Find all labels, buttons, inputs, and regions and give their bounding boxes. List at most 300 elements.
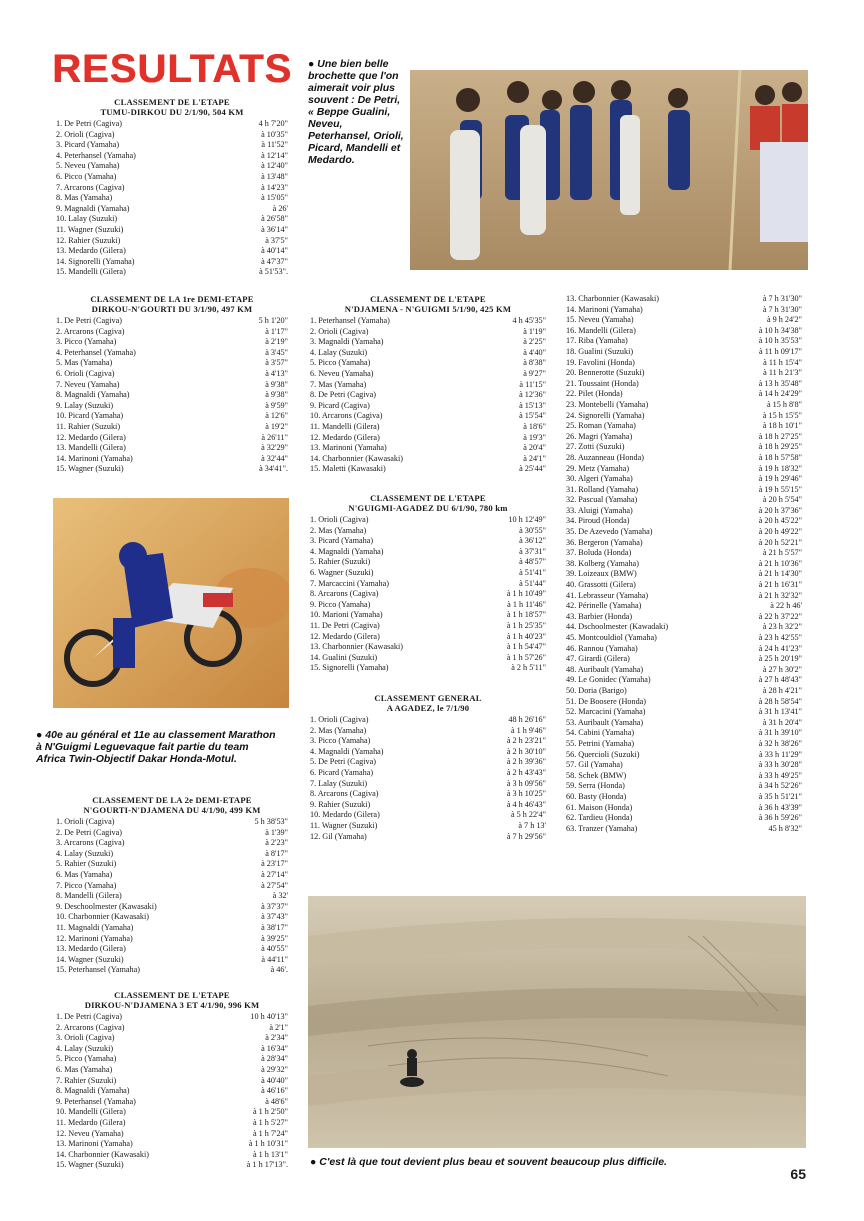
result-row xyxy=(310,515,546,526)
rider-name: 1. De Petri (Cagiva) xyxy=(56,119,122,128)
section-title-line: CLASSEMENT DE L'ETAPE xyxy=(370,493,486,503)
rider-time: à 11 h 21'3" xyxy=(763,368,802,378)
rider-name: 10. Lalay (Suzuki) xyxy=(56,214,118,224)
rider-time: à 44'11" xyxy=(261,954,288,964)
rider-name: 14. Signorelli (Yamaha) xyxy=(56,256,135,266)
rider-time: à 32' xyxy=(272,891,288,901)
result-row xyxy=(56,316,288,327)
rider-name: 2. Orioli (Cagiva) xyxy=(310,326,369,336)
result-row xyxy=(566,728,802,739)
rider-time: à 35 h 51'21" xyxy=(758,791,802,801)
rider-name: 2. Mas (Yamaha) xyxy=(310,525,367,535)
result-row xyxy=(56,1150,288,1161)
section-title-line: A AGADEZ, le 7/1/90 xyxy=(386,703,470,713)
result-row xyxy=(566,442,802,453)
rider-name: 42. Périnelle (Yamaha) xyxy=(566,601,642,611)
result-row xyxy=(566,569,802,580)
rider-time: à 1 h 13'1" xyxy=(252,1149,288,1159)
rider-time: à 1 h 54'47" xyxy=(506,642,546,652)
rider-time: à 5 h 22'4" xyxy=(510,810,546,820)
rider-name: 26. Magri (Yamaha) xyxy=(566,431,633,441)
rider-time: à 15'13" xyxy=(519,400,546,410)
rider-name: 47. Girardi (Gilera) xyxy=(566,654,630,664)
section-title-line: CLASSEMENT DE L'ETAPE xyxy=(370,294,486,304)
rider-time: à 48'6" xyxy=(265,1096,288,1106)
rider-time: à 23 h 32'2" xyxy=(762,622,802,632)
result-row xyxy=(56,1107,288,1118)
rider-name: 12. Neveu (Yamaha) xyxy=(56,1128,124,1138)
rider-time: à 14'23" xyxy=(261,182,288,192)
result-row xyxy=(566,771,802,782)
rider-name: 1. Orioli (Cagiva) xyxy=(56,817,115,826)
rider-time: à 14 h 24'29" xyxy=(758,389,802,399)
rider-time: à 2 h 39'36" xyxy=(506,757,546,767)
stage-results-nguigmi-agadez xyxy=(310,493,546,674)
rider-time: à 2 h 23'21" xyxy=(506,736,546,746)
rider-time: à 23'17" xyxy=(261,859,288,869)
result-row xyxy=(56,1033,288,1044)
rider-name: 28. Auzanneau (Honda) xyxy=(566,452,644,462)
rider-name: 13. Mandelli (Gilera) xyxy=(56,443,126,453)
rider-time: à 1 h 5'27" xyxy=(252,1117,288,1127)
rider-time: à 21 h 5'57" xyxy=(762,548,802,558)
rider-name: 54. Cabini (Yamaha) xyxy=(566,728,635,738)
result-row xyxy=(566,368,802,379)
result-row xyxy=(56,1097,288,1108)
rider-time: à 1 h 25'35" xyxy=(506,620,546,630)
rider-time: 4 h 45'35" xyxy=(512,316,546,325)
rider-time: à 20 h 5'54" xyxy=(762,495,802,505)
rider-time: à 1 h 18'57" xyxy=(506,610,546,620)
result-row xyxy=(310,390,546,401)
rider-name: 22. Pilet (Honda) xyxy=(566,389,623,399)
result-row xyxy=(56,411,288,422)
result-row xyxy=(566,474,802,485)
rider-name: 11. Rahier (Suzuki) xyxy=(56,421,121,431)
rider-name: 9. Rahier (Suzuki) xyxy=(310,799,371,809)
rider-name: 1. Orioli (Cagiva) xyxy=(310,515,369,524)
rider-time: à 31 h 13'41" xyxy=(758,707,802,717)
rider-time: à 28 h 4'21" xyxy=(762,685,802,695)
result-row xyxy=(56,183,288,194)
result-row xyxy=(56,1118,288,1129)
rider-name: 2. Mas (Yamaha) xyxy=(310,725,367,735)
rider-time: à 33 h 49'25" xyxy=(758,770,802,780)
result-row xyxy=(310,715,546,726)
result-row xyxy=(566,326,802,337)
result-row xyxy=(310,557,546,568)
rider-name: 14. Charbonnier (Kawasaki) xyxy=(56,1149,149,1159)
section-title-line: TUMU-DIRKOU DU 2/1/90, 504 KM xyxy=(100,107,244,117)
rider-time: à 19 h 29'46" xyxy=(758,474,802,484)
results-list xyxy=(310,316,546,475)
rider-time: à 15'54" xyxy=(519,411,546,421)
rider-time: à 27'54" xyxy=(261,880,288,890)
result-row xyxy=(56,934,288,945)
section-title-line: DIRKOU-N'DJAMENA 3 ET 4/1/90, 996 KM xyxy=(84,1000,260,1010)
rider-time: à 1'39" xyxy=(265,827,288,837)
result-row xyxy=(56,902,288,913)
result-row xyxy=(56,151,288,162)
result-row xyxy=(56,433,288,444)
result-row xyxy=(56,119,288,130)
rider-name: 4. Magnaldi (Yamaha) xyxy=(310,546,384,556)
rider-time: à 15 h 8'8" xyxy=(766,399,802,409)
rider-time: à 32 h 38'26" xyxy=(758,738,802,748)
rider-time: à 12'6" xyxy=(265,411,288,421)
rider-time: à 7 h 13' xyxy=(518,820,546,830)
result-row xyxy=(56,1086,288,1097)
rider-name: 13. Marinoni (Yamaha) xyxy=(56,1139,133,1149)
result-row xyxy=(566,580,802,591)
result-row xyxy=(310,600,546,611)
result-row xyxy=(56,828,288,839)
rider-time: à 2 h 43'43" xyxy=(506,767,546,777)
result-row xyxy=(56,849,288,860)
result-row xyxy=(566,686,802,697)
rider-time: à 22 h 37'22" xyxy=(758,611,802,621)
rider-name: 15. Peterhansel (Yamaha) xyxy=(56,965,140,975)
rider-name: 1. De Petri (Cagiva) xyxy=(56,1012,122,1021)
result-row xyxy=(566,675,802,686)
page-title: RESULTATS xyxy=(52,47,293,91)
result-row xyxy=(56,225,288,236)
rider-time: à 22 h 46' xyxy=(770,601,802,611)
result-row xyxy=(56,1129,288,1140)
rider-name: 8. Magnaldi (Yamaha) xyxy=(56,1086,130,1096)
result-row xyxy=(566,548,802,559)
rider-time: à 10'35" xyxy=(261,129,288,139)
result-row xyxy=(56,1044,288,1055)
result-row xyxy=(310,433,546,444)
result-row xyxy=(566,538,802,549)
result-row xyxy=(310,411,546,422)
result-row xyxy=(56,1160,288,1171)
rider-time: à 21 h 14'30" xyxy=(758,569,802,579)
stage-results-dirkou-ndjamena xyxy=(56,990,288,1171)
rider-time: à 20 h 49'22" xyxy=(758,527,802,537)
result-row xyxy=(310,589,546,600)
rider-time: à 19'3" xyxy=(523,432,546,442)
rider-time: à 11'52" xyxy=(261,140,288,150)
result-row xyxy=(56,1054,288,1065)
rider-time: à 27 h 30'2" xyxy=(762,664,802,674)
result-row xyxy=(56,1139,288,1150)
rider-name: 3. Orioli (Cagiva) xyxy=(56,1033,115,1043)
rider-name: 11. Wagner (Suzuki) xyxy=(56,224,124,234)
rider-name: 49. Le Gonidec (Yamaha) xyxy=(566,675,651,685)
results-list xyxy=(310,515,546,674)
result-row xyxy=(310,757,546,768)
rider-name: 1. De Petri (Cagiva) xyxy=(56,316,122,325)
rider-time: à 3'45" xyxy=(265,347,288,357)
result-row xyxy=(310,632,546,643)
rider-time: 5 h 38'53" xyxy=(254,817,288,826)
rider-time: à 34 h 52'26" xyxy=(758,781,802,791)
result-row xyxy=(566,792,802,803)
rider-time: à 24 h 41'23" xyxy=(758,643,802,653)
result-row xyxy=(310,526,546,537)
rider-time: à 2'25" xyxy=(523,337,546,347)
rider-time: à 1'17" xyxy=(265,326,288,336)
result-row xyxy=(56,267,288,278)
rider-time: à 16'34" xyxy=(261,1043,288,1053)
rider-name: 5. Rahier (Suzuki) xyxy=(56,859,117,869)
rider-name: 14. Marinoni (Yamaha) xyxy=(56,453,133,463)
rider-name: 9. Deschoolmester (Kawasaki) xyxy=(56,901,157,911)
result-row xyxy=(310,454,546,465)
rider-time: à 11 h 15'4" xyxy=(763,357,802,367)
rider-name: 15. Wagner (Suzuki) xyxy=(56,464,124,474)
result-row xyxy=(566,760,802,771)
rider-name: 46. Rannou (Yamaha) xyxy=(566,643,638,653)
rider-time: à 32'29" xyxy=(261,443,288,453)
rider-time: 48 h 26'16" xyxy=(508,715,546,724)
rider-name: 23. Montebelli (Yamaha) xyxy=(566,399,649,409)
stage-results-tumu-dirkou xyxy=(56,97,288,278)
section-title-line: DIRKOU-N'GOURTI DU 3/1/90, 497 KM xyxy=(91,304,253,314)
rider-time: à 3 h 10'25" xyxy=(506,789,546,799)
results-list xyxy=(310,715,546,842)
result-row xyxy=(566,315,802,326)
rider-name: 6. Orioli (Cagiva) xyxy=(56,368,115,378)
rider-name: 7. Picco (Yamaha) xyxy=(56,880,117,890)
rider-name: 19. Favolini (Honda) xyxy=(566,357,635,367)
rider-name: 7. Neveu (Yamaha) xyxy=(56,379,120,389)
result-row xyxy=(566,305,802,316)
rider-time: à 1 h 9'46" xyxy=(510,725,546,735)
rider-time: à 10 h 34'38" xyxy=(758,325,802,335)
rider-time: 10 h 40'13" xyxy=(250,1012,288,1021)
rider-name: 44. Dschoolmester (Kawadaki) xyxy=(566,622,669,632)
result-row xyxy=(56,337,288,348)
rider-time: à 18'6" xyxy=(523,421,546,431)
result-row xyxy=(566,750,802,761)
rider-name: 34. Piroud (Honda) xyxy=(566,516,630,526)
result-row xyxy=(566,516,802,527)
result-row xyxy=(566,358,802,369)
rider-name: 32. Pascual (Yamaha) xyxy=(566,495,638,505)
rider-name: 2. Arcarons (Cagiva) xyxy=(56,1022,125,1032)
rider-name: 5. Mas (Yamaha) xyxy=(56,358,113,368)
result-row xyxy=(310,642,546,653)
rider-name: 27. Zotti (Suzuki) xyxy=(566,442,625,452)
rider-name: 11. Medardo (Gilera) xyxy=(56,1117,126,1127)
result-row xyxy=(566,612,802,623)
stage-results-demi-etape-1 xyxy=(56,294,288,475)
rider-time: à 9'59" xyxy=(265,400,288,410)
rider-name: 4. Peterhansel (Yamaha) xyxy=(56,347,136,357)
rider-name: 13. Charbonnier (Kawasaki) xyxy=(310,642,403,652)
result-row xyxy=(56,327,288,338)
rider-name: 15. Mandelli (Gilera) xyxy=(56,267,126,277)
rider-time: à 40'55" xyxy=(261,944,288,954)
rider-name: 57. Gil (Yamaha) xyxy=(566,760,623,770)
rider-name: 13. Medardo (Gilera) xyxy=(56,246,126,256)
rider-name: 14. Wagner (Suzuki) xyxy=(56,954,124,964)
rider-name: 3. Arcarons (Cagiva) xyxy=(56,838,125,848)
rider-time: à 1'19" xyxy=(523,326,546,336)
rider-name: 29. Metz (Yamaha) xyxy=(566,463,630,473)
rider-name: 8. Mas (Yamaha) xyxy=(56,193,113,203)
rider-time: à 9'38" xyxy=(265,390,288,400)
rider-time: à 19 h 55'15" xyxy=(758,484,802,494)
rider-name: 2. De Petri (Cagiva) xyxy=(56,827,122,837)
result-row xyxy=(566,559,802,570)
result-row xyxy=(310,726,546,737)
result-row xyxy=(310,422,546,433)
section-title-line: CLASSEMENT DE LA 1re DEMI-ETAPE xyxy=(90,294,254,304)
result-row xyxy=(56,912,288,923)
rider-name: 15. Signorelli (Yamaha) xyxy=(310,663,389,673)
rider-time: à 7 h 29'56" xyxy=(506,831,546,841)
section-title-line: CLASSEMENT DE LA 2e DEMI-ETAPE xyxy=(92,795,252,805)
result-row xyxy=(566,803,802,814)
rider-time: à 40'40" xyxy=(261,1075,288,1085)
result-row xyxy=(566,453,802,464)
rider-name: 11. De Petri (Cagiva) xyxy=(310,620,380,630)
result-row xyxy=(310,348,546,359)
result-row xyxy=(56,1076,288,1087)
rider-name: 1. Orioli (Cagiva) xyxy=(310,715,369,724)
rider-name: 9. Picco (Yamaha) xyxy=(310,599,371,609)
rider-name: 38. Kolberg (Yamaha) xyxy=(566,558,639,568)
result-row xyxy=(56,401,288,412)
result-row xyxy=(566,601,802,612)
results-list xyxy=(56,1012,288,1171)
rider-name: 5. De Petri (Cagiva) xyxy=(310,757,376,767)
rider-time: à 48'57" xyxy=(519,557,546,567)
rider-time: à 18 h 10'1" xyxy=(762,421,802,431)
rider-name: 12. Rahier (Suzuki) xyxy=(56,235,121,245)
rider-name: 15. Maletti (Kawasaki) xyxy=(310,464,386,474)
rider-time: à 36 h 59'26" xyxy=(758,813,802,823)
rider-time: à 47'37" xyxy=(261,256,288,266)
result-row xyxy=(566,389,802,400)
rider-time: à 1 h 7'24" xyxy=(252,1128,288,1138)
results-list xyxy=(56,119,288,278)
result-row xyxy=(566,739,802,750)
result-row xyxy=(566,591,802,602)
rider-time: à 12'40" xyxy=(261,161,288,171)
rider-time: à 23 h 42'55" xyxy=(758,633,802,642)
rider-time: à 28 h 58'54" xyxy=(758,696,802,706)
rider-time: à 10 h 35'53" xyxy=(758,336,802,346)
result-row xyxy=(56,1023,288,1034)
rider-name: 12. Medardo (Gilera) xyxy=(56,432,126,442)
result-row xyxy=(56,161,288,172)
rider-name: 15. Neveu (Yamaha) xyxy=(566,315,634,325)
result-row xyxy=(56,838,288,849)
rider-time: à 1 h 17'13". xyxy=(246,1160,288,1170)
rider-time: à 39'25" xyxy=(261,933,288,943)
result-row xyxy=(310,779,546,790)
rider-name: 5. Neveu (Yamaha) xyxy=(56,161,120,171)
rider-name: 53. Auribault (Yamaha) xyxy=(566,717,644,727)
rider-time: à 36 h 43'39" xyxy=(758,802,802,812)
result-row xyxy=(310,800,546,811)
rider-name: 13. Charbonnier (Kawasaki) xyxy=(566,294,659,303)
result-row xyxy=(56,923,288,934)
rider-name: 14. Marinoni (Yamaha) xyxy=(566,304,643,314)
rider-time: à 20 h 37'36" xyxy=(758,505,802,515)
result-row xyxy=(56,944,288,955)
result-row xyxy=(56,870,288,881)
dunes-photo-caption: ● C'est là que tout devient plus beau et souvent beaucoup plus difficile. xyxy=(310,1156,667,1168)
page-number: 65 xyxy=(790,1166,806,1182)
rider-name: 11. Mandelli (Gilera) xyxy=(310,421,380,431)
rider-name: 12. Marinoni (Yamaha) xyxy=(56,933,133,943)
result-row xyxy=(56,130,288,141)
result-row xyxy=(56,1012,288,1023)
result-row xyxy=(56,358,288,369)
rider-name: 10. Picard (Yamaha) xyxy=(56,411,124,421)
result-row xyxy=(310,401,546,412)
result-row xyxy=(566,622,802,633)
stage-results-demi-etape-2 xyxy=(56,795,288,976)
rider-time: à 29'32" xyxy=(261,1064,288,1074)
rider-name: 1. Peterhansel (Yamaha) xyxy=(310,316,390,325)
rider-name: 41. Lebrasseur (Yamaha) xyxy=(566,590,649,600)
result-row xyxy=(566,336,802,347)
rider-name: 6. Mas (Yamaha) xyxy=(56,869,113,879)
rider-name: 30. Algeri (Yamaha) xyxy=(566,474,633,484)
rider-time: à 1 h 2'50" xyxy=(252,1107,288,1117)
result-row xyxy=(566,464,802,475)
rider-time: à 1 h 10'31" xyxy=(248,1139,288,1149)
rider-time: à 13'48" xyxy=(261,171,288,181)
rider-time: à 1 h 10'49" xyxy=(506,589,546,599)
rider-time: à 2'23" xyxy=(265,838,288,848)
rider-name: 7. Lalay (Suzuki) xyxy=(310,778,368,788)
result-row xyxy=(566,400,802,411)
rider-time: 4 h 7'20" xyxy=(258,119,288,128)
result-row xyxy=(310,316,546,327)
result-row xyxy=(56,140,288,151)
rider-name: 3. Picco (Yamaha) xyxy=(56,337,117,347)
bullet-icon: ● xyxy=(308,58,318,70)
result-row xyxy=(310,337,546,348)
result-row xyxy=(310,789,546,800)
rider-name: 8. De Petri (Cagiva) xyxy=(310,390,376,400)
rider-time: à 4'13" xyxy=(265,368,288,378)
rider-name: 37. Boluda (Honda) xyxy=(566,548,632,558)
rider-time: à 24'1" xyxy=(523,453,546,463)
team-photo xyxy=(410,70,808,270)
rider-time: à 3'57" xyxy=(265,358,288,368)
rider-name: 8. Arcarons (Cagiva) xyxy=(310,589,379,599)
result-row xyxy=(566,813,802,824)
rider-name: 24. Signorelli (Yamaha) xyxy=(566,410,645,420)
result-row xyxy=(56,369,288,380)
rider-time: à 37'37" xyxy=(261,901,288,911)
section-title-line: CLASSEMENT DE L'ETAPE xyxy=(114,97,230,107)
result-row xyxy=(566,411,802,422)
rider-time: à 15 h 15'5" xyxy=(762,410,802,420)
section-title-line: N'GOURTI-N'DJAMENA DU 4/1/90, 499 KM xyxy=(83,805,261,815)
bullet-icon: ● xyxy=(36,729,46,741)
result-row xyxy=(310,653,546,664)
rider-name: 10. Charbonnier (Kawasaki) xyxy=(56,912,149,922)
rider-time: 5 h 1'20" xyxy=(258,316,288,325)
rider-name: 10. Marioni (Yamaha) xyxy=(310,610,383,620)
rider-name: 4. Magnaldi (Yamaha) xyxy=(310,746,384,756)
result-row xyxy=(310,768,546,779)
section-title-line: CLASSEMENT DE L'ETAPE xyxy=(114,990,230,1000)
rider-time: à 37'5" xyxy=(265,235,288,245)
result-row xyxy=(310,821,546,832)
rider-name: 12. Medardo (Gilera) xyxy=(310,631,380,641)
